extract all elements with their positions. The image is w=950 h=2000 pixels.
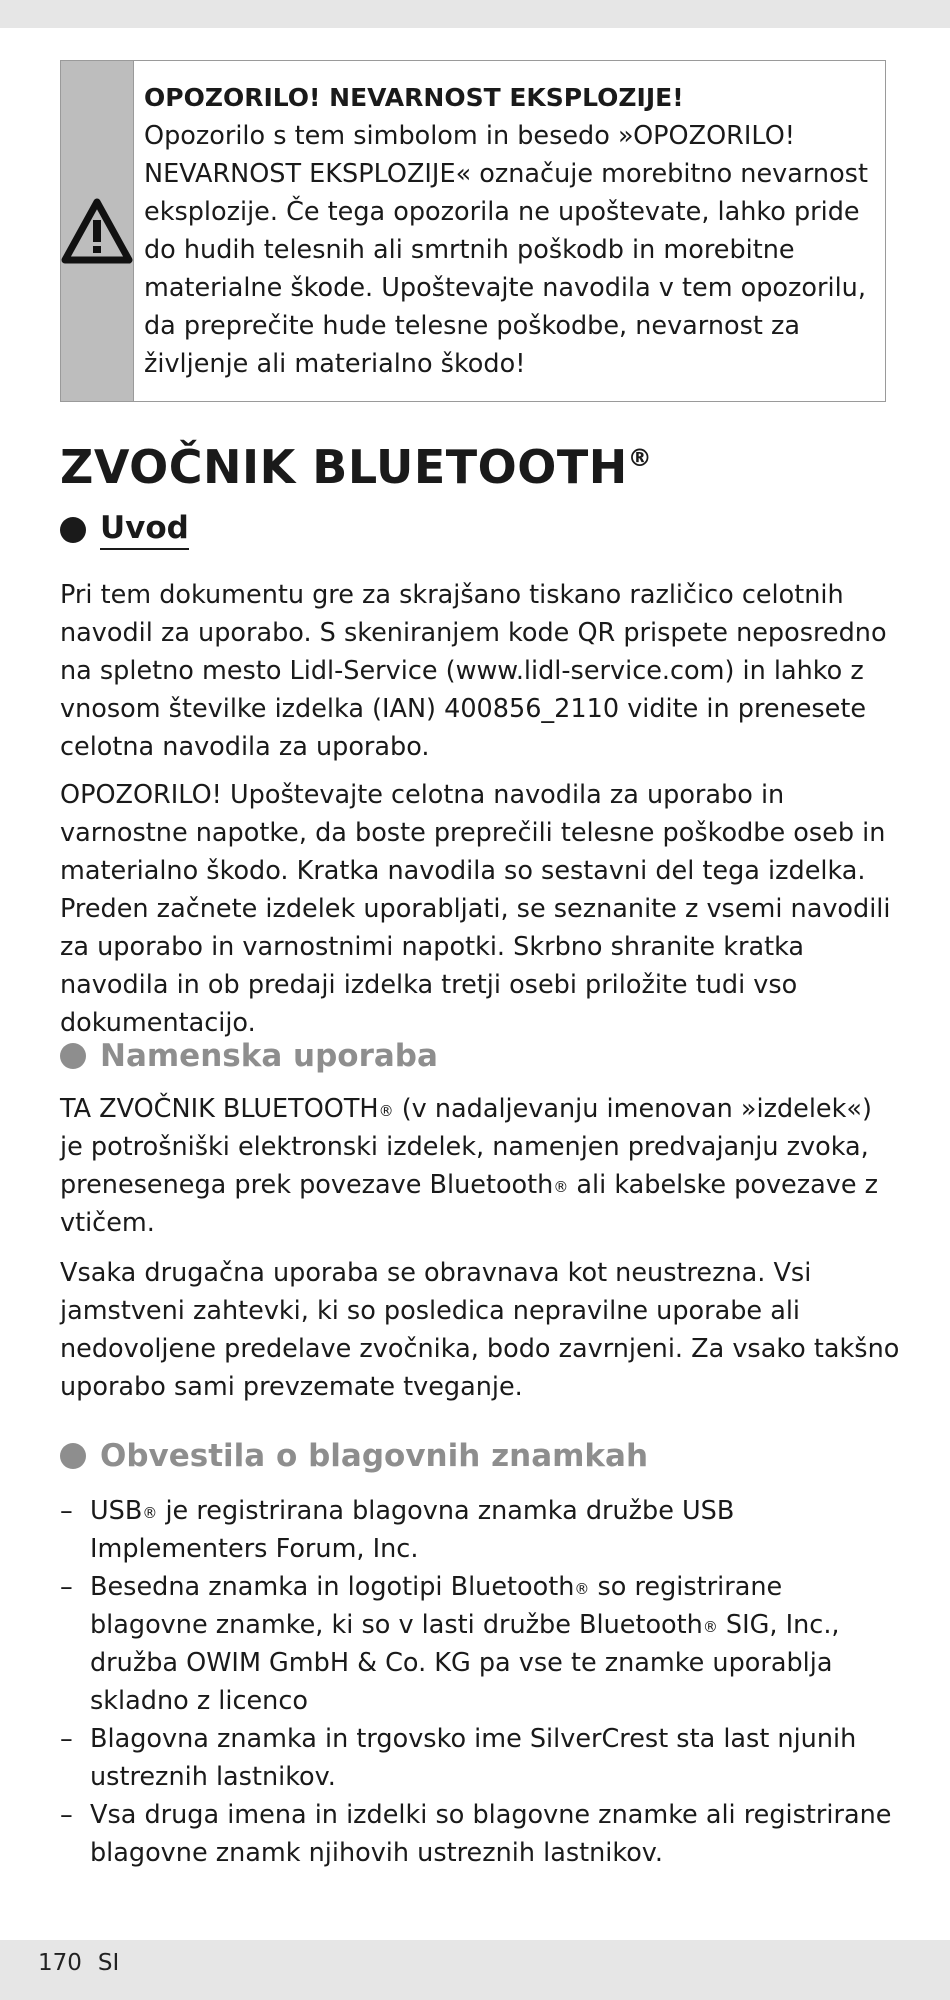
intro-paragraph-2: OPOZORILO! Upoštevajte celotna navodila za uporabo in varnostne napotke, da boste preprečili telesne poškodbe oseb in materialno škodo. Kratka navodila so sestavni del tega izdelka. Preden začnete izdelek uporabljati, se seznanite z vsemi navodili za uporabo in varnostnimi napotki. Skrbno shranite kratka navodila in ob predaji izdelka tretji osebi priložite tudi vso dokumentacijo. xyxy=(60,780,891,1038)
warning-body: Opozorilo s tem simbolom in besedo »OPOZORILO! NEVARNOST EKSPLOZIJE« označuje morebitno nevarnost eksplozije. Če tega opozorila ne upoštevate, lahko pride do hudih telesnih ali smrtnih poškodb in morebitne materialne škode. Upoštevajte navodila v tem opozorilu, da preprečite hude telesne poškodbe, nevarnost za življenje ali materialno škodo! xyxy=(144,121,868,379)
intended-use-paragraph-1: TA ZVOČNIK BLUETOOTH® (v nadaljevanju imenovan »izdelek«) je potrošniški elektronski izdelek, namenjen predvajanju zvoka, prenesenega prek povezave Bluetooth® ali kabelske povezave z vtičem. xyxy=(60,1094,879,1238)
section-heading-trademarks: Obvestila o blagovnih znamkah xyxy=(60,1438,648,1474)
warning-box xyxy=(60,60,886,402)
section-heading-intended-use: Namenska uporaba xyxy=(60,1038,438,1074)
warning-icon-panel xyxy=(61,61,134,401)
intro-paragraph-1: Pri tem dokumentu gre za skrajšano tiskano različico celotnih navodil za uporabo. S skeniranjem kode QR prispete neposredno na spletno mesto Lidl-Service (www.lidl-service.com) in lahko z vnosom številke izdelka (IAN) 400856_2110 vidite in prenesete celotna navodila za uporabo. xyxy=(60,580,887,762)
intended-use-paragraph-2: Vsaka drugačna uporaba se obravnava kot neustrezna. Vsi jamstveni zahtevki, ki so posledica nepravilne uporabe ali nedovoljene predelave zvočnika, bodo zavrnjeni. Za vsako takšno uporabo sami prevzemate tveganje. xyxy=(60,1258,900,1402)
warning-text xyxy=(134,61,885,401)
warning-heading: OPOZORILO! NEVARNOST EKSPLOZIJE! xyxy=(144,83,684,112)
page-footer xyxy=(38,1950,135,1976)
bullet-dot-icon xyxy=(60,1043,86,1069)
section-heading-intro: Uvod xyxy=(60,510,189,550)
page-title: ZVOČNIK BLUETOOTH® xyxy=(60,440,653,494)
top-bar xyxy=(0,0,950,28)
bullet-dot-icon xyxy=(60,1443,86,1469)
list-item: – Blagovna znamka in trgovsko ime SilverCrest sta last njunih ustreznih lastnikov. xyxy=(60,1720,900,1796)
bullet-dot-icon xyxy=(60,517,86,543)
page-number: 170 xyxy=(38,1950,82,1976)
list-item: – Besedna znamka in logotipi Bluetooth® so registrirane blagovne znamke, ki so v lasti družbe Bluetooth® SIG, Inc., družba OWIM GmbH & Co. KG pa vse te znamke uporablja skladno z licenco xyxy=(60,1568,900,1720)
footer-bar xyxy=(0,1940,950,2000)
list-item: – USB® je registrirana blagovna znamka družbe USB Implementers Forum, Inc. xyxy=(60,1492,900,1568)
language-code: SI xyxy=(97,1950,120,1976)
trademark-list xyxy=(60,1492,900,1872)
warning-triangle-icon xyxy=(61,198,133,264)
list-item: – Vsa druga imena in izdelki so blagovne znamke ali registrirane blagovne znamk njihovih ustreznih lastnikov. xyxy=(60,1796,900,1872)
